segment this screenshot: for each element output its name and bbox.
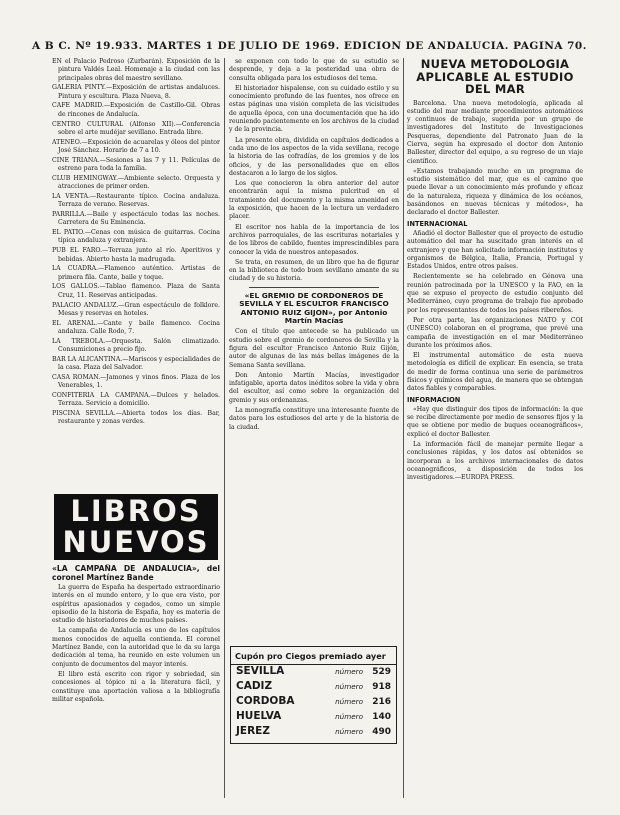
article-paragraph: se exponen con todo lo que de su estudio se desprende, y deja a la posteridad una obra de consulta obligada para los estudiosos del tema.: [229, 58, 399, 82]
listing-entry: PARRILLA.—Baile y espectáculo todas las noches. Carretera de Su Eminencia.: [52, 211, 220, 227]
coupon-label: número: [335, 682, 363, 691]
listing-entry: LA TREBOLA.—Orquesta. Salón climatizado. Consumiciones a precio fijo.: [52, 337, 220, 353]
article-paragraph: El historiador hispalense, con su cuidado estilo y su conocimiento profundo de las fuentes, nos ofrece en estas páginas una visión completa de las vicisitudes de aquella época, con una documentación que ha ido reuniendo pacientemente en los archivos de la ciudad y de la provincia.: [229, 84, 399, 134]
listing-entry: LA CUADRA.—Flamenco auténtico. Artistas de primera fila. Cante, baile y toque.: [52, 265, 220, 281]
coupon-label: número: [335, 667, 363, 676]
listing-entry: LOS GALLOS.—Tablao flamenco. Plaza de Santa Cruz, 11. Reservas anticipadas.: [52, 283, 220, 299]
banner-line-1: LIBROS: [70, 494, 202, 528]
coupon-row: [231, 695, 396, 710]
listing-entry: PUB EL FARO.—Terraza junto al río. Aperitivos y bebidas. Abierto hasta la madrugada.: [52, 247, 220, 263]
article-paragraph: La monografía constituye una interesante fuente de datos para los estudiosos del arte y de la historia de la ciudad.: [229, 407, 399, 431]
coupon-label: número: [335, 712, 363, 721]
column-rule-left: [224, 58, 225, 798]
article-paragraph: El libro está escrito con rigor y sobriedad, sin concesiones al tópico ni a la literatura fácil, y constituye una aportación valiosa a la bibliografía militar española.: [52, 670, 220, 703]
middle-column: [229, 58, 399, 638]
coupon-number: 918: [372, 682, 391, 692]
book-review-left: [52, 564, 220, 794]
coupon-city: JEREZ: [236, 725, 270, 737]
coupon-label: número: [335, 727, 363, 736]
section-heading: INTERNACIONAL: [407, 219, 468, 228]
listing-entry: CENTRO CULTURAL (Alfonso XII).—Conferencia sobre el arte mudéjar sevillano. Entrada libre.: [52, 120, 220, 136]
coupon-row: [231, 680, 396, 695]
coupon-city: CADIZ: [236, 680, 273, 692]
column-rule-right: [403, 58, 404, 798]
libros-nuevos-banner: [54, 494, 218, 560]
article-paragraph: El instrumental automático de esta nueva metodología es difícil de explicar. En esencia, se trata de medir de forma continua una serie de parámetros físicos y químicos del agua, de manera que se obtengan datos fiables y comparables.: [407, 352, 583, 393]
listing-entry: CONFITERIA LA CAMPANA.—Dulces y helados. Terraza. Servicio a domicilio.: [52, 391, 220, 408]
listing-entry: EN el Palacio Pedroso (Zurbarán). Exposición de la pintura Valdés Leal. Homenaje a la ciudad con las principales obras del maestro sevillano.: [52, 58, 220, 82]
coupon-city: CORDOBA: [236, 695, 295, 707]
listing-entry: EL ARENAL.—Cante y baile flamenco. Cocina andaluza. Calle Rodo, 7.: [52, 319, 220, 335]
coupon-row: [231, 725, 396, 740]
listing-entry: GALERIA PINTY.—Exposición de artistas andaluces. Pintura y escultura. Plaza Nueva, 8.: [52, 84, 220, 100]
coupon-number: 490: [372, 727, 391, 737]
coupon-row: [231, 665, 396, 680]
listing-entry: CINE TRIANA.—Sesiones a las 7 y 11. Películas de estreno para toda la familia.: [52, 156, 220, 173]
listing-entry: PALACIO ANDALUZ.—Gran espectáculo de folklore. Mesas y reservas en hoteles.: [52, 301, 220, 317]
article-paragraph: La guerra de España ha despertado extraordinario interés en el mundo entero, y lo que era visto, por espíritus apasionados y cegados, como un simple episodio de la historia de España, hoy es materia de estudio de historiadores de muchos países.: [52, 584, 220, 625]
listing-entry: ATENEO.—Exposición de acuarelas y óleos del pintor José Sánchez. Horario de 7 a 10.: [52, 138, 220, 154]
coupon-city: SEVILLA: [236, 665, 285, 677]
listing-entry: PISCINA SEVILLA.—Abierta todos los días. Bar, restaurante y zonas verdes.: [52, 410, 220, 426]
coupon-number: 140: [372, 712, 391, 722]
article-paragraph: El escritor nos habla de la importancia de los archivos parroquiales, de las escrituras notariales y de los libros de cabildo, fuentes imprescindibles para conocer la vida de nuestros antepasados.: [229, 223, 399, 256]
article-headline: NUEVA METODOLOGIA APLICABLE AL ESTUDIO DEL MAR: [416, 58, 574, 96]
book-review-title: «EL GREMIO DE CORDONEROS DE SEVILLA Y EL ESCULTOR FRANCISCO ANTONIO RUIZ GIJON», por Antonio Martín Macías: [239, 290, 389, 325]
coupon-label: número: [335, 697, 363, 706]
article-paragraph: Don Antonio Martín Macías, investigador infatigable, aporta datos inéditos sobre la vida y obra del escultor, así como sobre la organización del gremio y sus ordenanzas.: [229, 371, 399, 404]
listing-entry: EL PATIO.—Cenas con música de guitarras. Cocina típica andaluza y extranjera.: [52, 229, 220, 245]
book-review-title: «LA CAMPAÑA DE ANDALUCIA», del coronel Martínez Bande: [52, 564, 220, 582]
article-paragraph: La presente obra, dividida en capítulos dedicados a cada uno de los aspectos de la vida sevillana, recoge la historia de las cofradías, de los gremios y de los oficios, y de las personalidades que en ellos destacaron a lo largo de los siglos.: [229, 136, 399, 177]
coupon-title: Cupón pro Ciegos premiado ayer: [231, 647, 396, 665]
listing-entry: CLUB HEMINGWAY.—Ambiente selecto. Orquesta y atracciones de primer orden.: [52, 174, 220, 191]
listing-entry: CASA ROMAN.—Jamones y vinos finos. Plaza de los Venerables, 1.: [52, 373, 220, 390]
article-paragraph: Por otra parte, las organizaciones NATO y COI (UNESCO) colaboran en el programa, que prevé una campaña de investigación en el mar Mediterráneo durante los próximos años.: [407, 316, 583, 349]
banner-line-2: NUEVOS: [62, 525, 210, 559]
article-paragraph: Se trata, en resumen, de un libro que ha de figurar en la biblioteca de todo buen sevillano amante de su ciudad y de su historia.: [229, 258, 399, 283]
article-paragraph: La campaña de Andalucía es uno de los capítulos menos conocidos de aquella contienda. El coronel Martínez Bande, con la autoridad que le da su larga dedicación al tema, ha reunido en este volumen un conjunto de documentos del mayor interés.: [52, 627, 220, 668]
coupon-city: HUELVA: [236, 710, 282, 722]
right-column: [407, 58, 583, 798]
article-paragraph: Recientemente se ha celebrado en Génova una reunión patrocinada por la UNESCO y la FAO, en la que se expuso el proyecto de estudio conjunto del Mediterráneo, cuyo programa de trabajo fue aprobado por los representantes de todos los países ribereños.: [407, 273, 583, 314]
listing-entry: LA VENTA.—Restaurante típico. Cocina andaluza. Terraza de verano. Reservas.: [52, 192, 220, 209]
listings-column: [52, 58, 220, 488]
article-paragraph: La información fácil de manejar permite llegar a conclusiones rápidas, y los datos así obtenidos se incorporan a los archivos internacionales de datos oceanográficos, a disposición de todos los investigadores.—EUROPA PRESS.: [407, 441, 583, 482]
article-paragraph: Añadió el doctor Ballester que el proyecto de estudio automático del mar ha suscitado gran interés en el extranjero y que han solicitado información institutos y organismos de Bélgica, Italia, Francia, Portugal y Estados Unidos, entre otros países.: [407, 229, 583, 271]
listing-entry: CAFE MADRID.—Exposición de Castillo-Gil. Obras de rincones de Andalucía.: [52, 102, 220, 118]
article-paragraph: Con el título que antecede se ha publicado un estudio sobre el gremio de cordoneros de Sevilla y la figura del escultor Francisco Antonio Ruiz Gijón, autor de algunas de las más bellas imágenes de la Semana Santa sevillana.: [229, 328, 399, 369]
article-paragraph: Barcelona. Una nueva metodología, aplicada al estudio del mar mediante procedimientos automáticos y continuos de trabajo, sugerida por un grupo de investigadores del Instituto de Investigaciones Pesqueras, dependiente del Patronato Juan de la Cierva, según ha expresado el doctor don Antonio Ballester, director del equipo, a su regreso de un viaje científico.: [407, 99, 583, 165]
article-paragraph: «Hay que distinguir dos tipos de información: la que se recibe directamente por medio de sensores fijos y la que se obtiene por medio de buques oceanográficos», explicó el doctor Ballester.: [407, 405, 583, 438]
coupon-number: 529: [372, 667, 391, 677]
coupon-number: 216: [372, 697, 391, 707]
listing-entry: BAR LA ALICANTINA.—Mariscos y especialidades de la casa. Plaza del Salvador.: [52, 355, 220, 372]
section-heading: INFORMACION: [407, 395, 461, 404]
article-paragraph: Los que conocieron la obra anterior del autor encontrarán aquí la misma pulcritud en el tratamiento del documento y la misma amenidad en la exposición, que hacen de la lectura un verdadero placer.: [229, 180, 399, 221]
divider: [249, 287, 379, 288]
article-paragraph: «Estamos trabajando mucho en un programa de estudio sistemático del mar, que es el camino que puede llevar a un conocimiento más profundo y eficaz de la naturaleza, riqueza y dinámica de los océanos, basándonos en nuevas técnicas y métodos», ha declarado el doctor Ballester.: [407, 167, 583, 217]
page-header: A B C. Nº 19.933. MARTES 1 DE JULIO DE 1969. EDICION DE ANDALUCIA. PAGINA 70.: [32, 40, 587, 52]
coupon-row: [231, 710, 396, 725]
lottery-coupon-box: [230, 646, 397, 744]
